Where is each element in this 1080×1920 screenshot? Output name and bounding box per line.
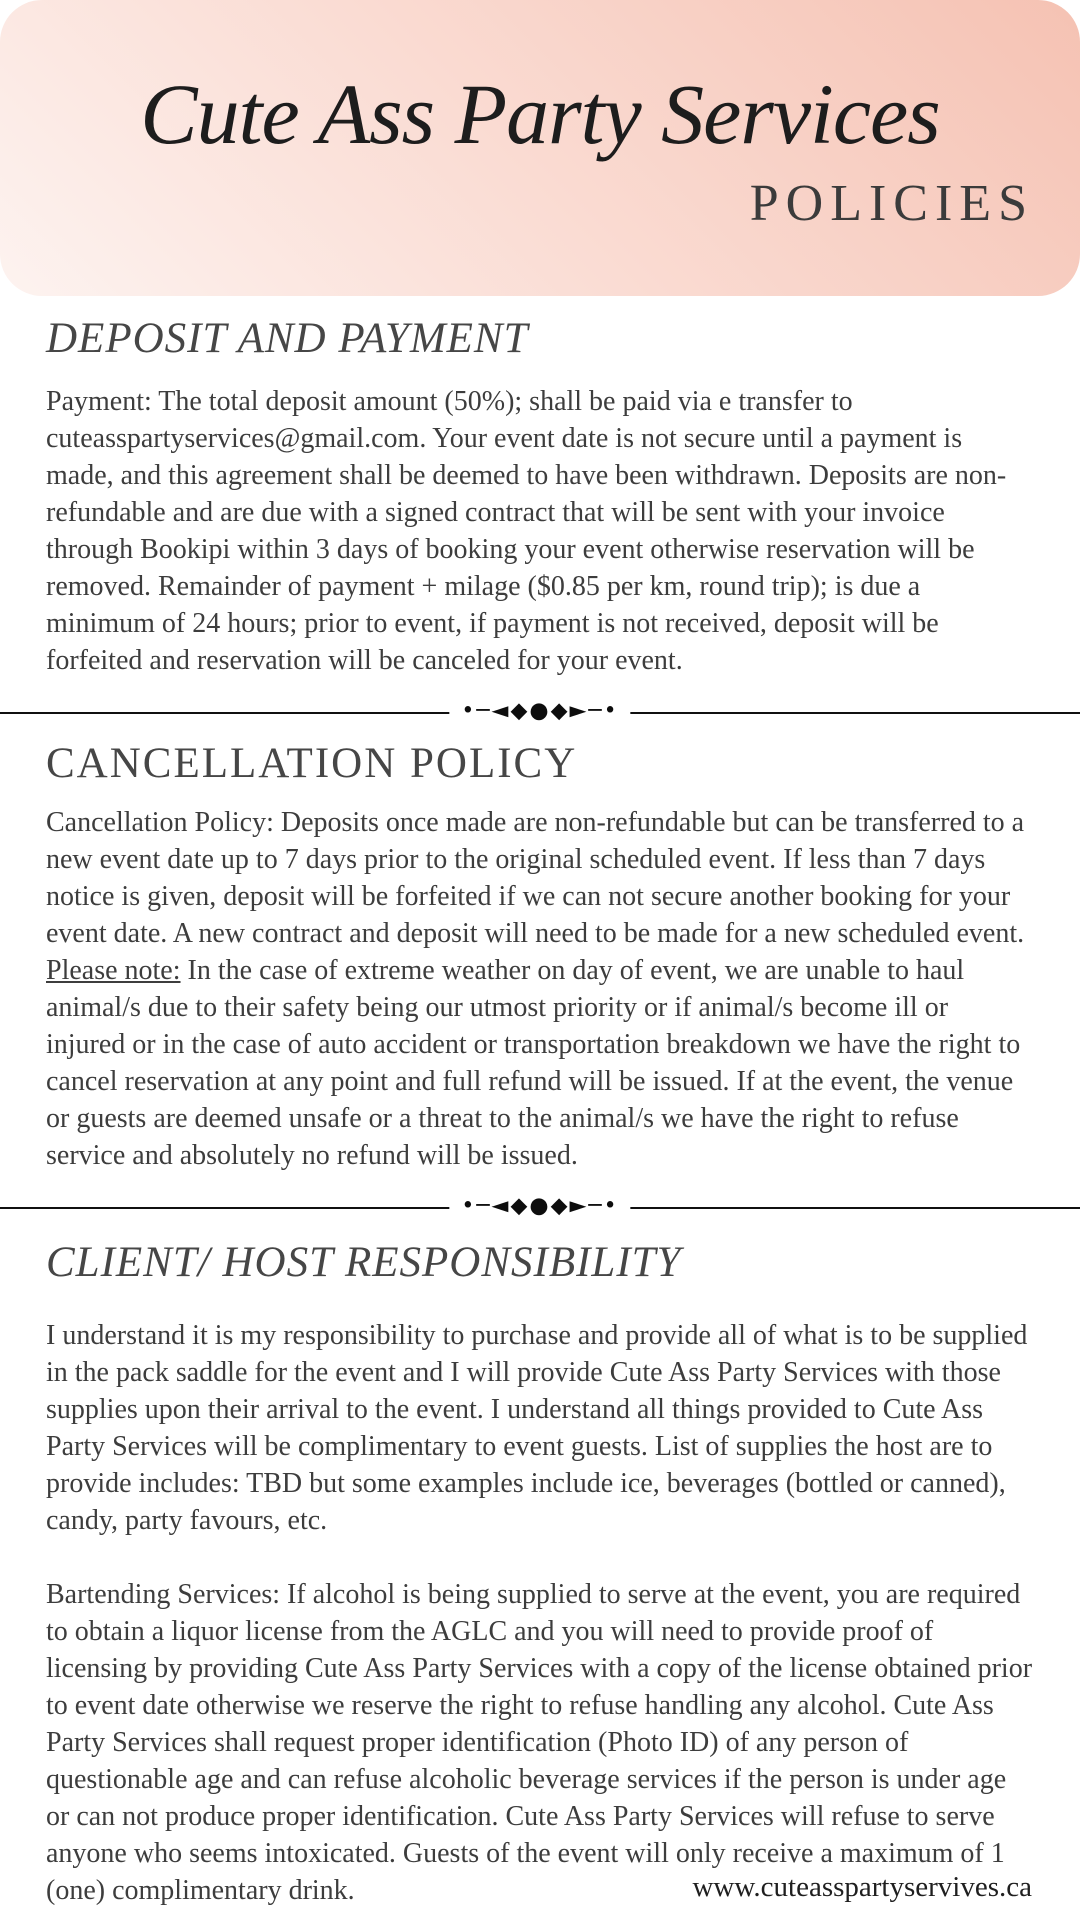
website-text: www.cuteasspartyservives.ca xyxy=(692,1871,1032,1903)
header-banner xyxy=(0,0,1080,296)
client-body-text-1: I understand it is my responsibility to purchase and provide all of what is to be supplied in the pack saddle for the event and I will provide Cute Ass Party Services with those supplies upon their arrival to the event. I understand all things provided to Cute Ass Party Services will be complimentary to event guests. List of supplies the host are to provide includes: TBD but some examples include ice, beverages (bottled or canned), candy, party favours, etc. xyxy=(46,1320,1028,1536)
section-divider xyxy=(0,1192,1080,1222)
cancellation-heading: CANCELLATION POLICY xyxy=(46,740,578,787)
divider-ornament-icon: •─◄◆●◆►─• xyxy=(449,696,630,726)
footer xyxy=(692,1871,1032,1904)
deposit-heading: DEPOSIT AND PAYMENT xyxy=(46,315,529,362)
divider-ornament-icon: •─◄◆●◆►─• xyxy=(449,1191,630,1221)
section-client-host-responsibility xyxy=(0,1238,1080,1909)
brand-logo: Cute Ass Party Services xyxy=(140,66,940,163)
client-heading: CLIENT/ HOST RESPONSIBILITY xyxy=(46,1239,682,1286)
client-body-text-2: Bartending Services: If alcohol is being supplied to serve at the event, you are required to obtain a liquor license from the AGLC and you will need to provide proof of licensing by providing Cute Ass Party Services with a copy of the license obtained prior to event date otherwise we reserve the right to refuse handling any alcohol. Cute Ass Party Services shall request proper identification (Photo ID) of any person of questionable age and can refuse alcoholic beverage services if the person is under age or can not produce proper identification. Cute Ass Party Services will refuse to serve anyone who seems intoxicated. Guests of the event will only receive a maximum of 1 (one) complimentary drink. xyxy=(46,1579,1033,1906)
cancellation-body-before: Cancellation Policy: Deposits once made are non-refundable but can be transferred to a new event date up to 7 days prior to the original scheduled event. If less than 7 days notice is given, deposit will be forfeited if we can not secure another booking for your event date. A new contract and deposit will need to be made for a new scheduled event. xyxy=(46,807,1025,949)
section-deposit-and-payment xyxy=(0,314,1080,679)
deposit-body-text: Payment: The total deposit amount (50%); shall be paid via e transfer to cuteasspartyservices@gmail.com. Your event date is not secure until a payment is made, and this agreement shall be deemed to have been withdrawn. Deposits are non-refundable and are due with a signed contract that will be sent with your invoice through Bookipi within 3 days of booking your event otherwise reservation will be removed. Remainder of payment + milage ($0.85 per km, round trip); is due a minimum of 24 hours; prior to event, if payment is not received, deposit will be forfeited and reservation will be canceled for your event. xyxy=(46,386,1007,676)
cancellation-please-note: Please note: xyxy=(46,955,181,986)
cancellation-body-after: In the case of extreme weather on day of event, we are unable to haul animal/s due to their safety being our utmost priority or if animal/s become ill or injured or in the case of auto accident or transportation breakdown we have the right to cancel reservation at any point and full refund will be issued. If at the event, the venue or guests are deemed unsafe or a threat to the animal/s we have the right to refuse service and absolutely no refund will be issued. xyxy=(46,955,1021,1171)
page-title: POLICIES xyxy=(749,174,1034,232)
section-cancellation-policy xyxy=(0,739,1080,1174)
cancellation-body-text xyxy=(46,804,1034,1174)
section-divider xyxy=(0,697,1080,727)
